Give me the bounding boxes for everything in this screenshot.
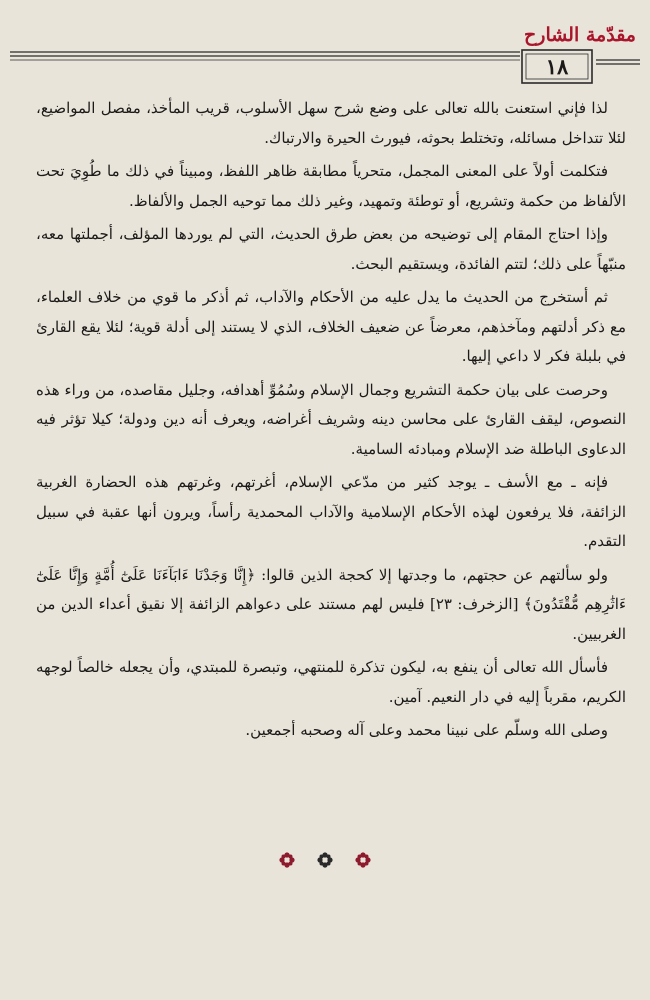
section-title: مقدّمة الشارح (524, 24, 636, 46)
paragraph: لذا فإني استعنت بالله تعالى على وضع شرح سهل الأسلوب، قريب المأخذ، مفصل المواضيع، لئلا تتداخل مسائله، وتختلط بحوثه، فيورث الحيرة والارتباك. (36, 99, 626, 147)
paragraph: فإنه ـ مع الأسف ـ يوجد كثير من مدّعي الإسلام، أغرتهم، وغرتهم هذه الحضارة الغربية الزائفة، فلا يرفعون لهذه الأحكام الإسلامية والآداب المحمدية رأساً، ويرون أنها عقبة في سبيل التقدم. (36, 473, 626, 550)
paragraph: وإذا احتاج المقام إلى توضيحه من بعض طرق الحديث، التي لم يوردها المؤلف، أجملتها معه، منبّهاً على ذلك؛ لتتم الفائدة، ويستقيم البحث. (36, 225, 626, 273)
page-body (36, 94, 626, 750)
quran-verse: ﴿إِنَّا وَجَدْنَا ءَابَآءَنَا عَلَىٰٓ أُمَّةٍ وَإِنَّا عَلَىٰٓ ءَاثَٰرِهِم مُّقْتَدُونَ﴾ (36, 565, 626, 613)
verse-intro-text: ولو سألتهم عن حجتهم، ما وجدتها إلا كحجة الذين قالوا: (255, 565, 608, 584)
floral-ornament-icon (279, 852, 295, 868)
ornament-row (0, 852, 650, 868)
paragraph: وحرصت على بيان حكمة التشريع وجمال الإسلام وسُمُوِّ أهدافه، وجليل مقاصده، من وراء هذه النصوص، ليقف القارئ على محاسن دينه وشريف أغراضه، ويعرف أنه دين ودولة؛ كيلا تؤثر فيه الدعاوى الباطلة ضد الإسلام ومبادئه السامية. (36, 380, 626, 458)
closing-prayer: وصلى الله وسلّم على نبينا محمد وعلى آله وصحبه أجمعين. (245, 721, 608, 739)
page-header (0, 0, 650, 90)
floral-ornament-icon (317, 852, 333, 868)
paragraph: فأسأل الله تعالى أن ينفع به، ليكون تذكرة للمنتهي، وتبصرة للمبتدي، وأن يجعله خالصاً لوجهه الكريم، مقرباً إليه في دار النعيم. آمين. (36, 658, 626, 706)
paragraph: فتكلمت أولاً على المعنى المجمل، متحرياً مطابقة ظاهر اللفظ، ومبيناً في ذلك ما طُوِيَ تحت الألفاظ من حكمة وتشريع، أو توطئة وتمهيد، وغير ذلك مما توحيه الجمل والألفاظ. (36, 162, 626, 210)
paragraph: ثم أستخرج من الحديث ما يدل عليه من الأحكام والآداب، ثم أذكر ما قوي من خلاف العلماء، مع ذكر أدلتهم ومآخذهم، معرضاً عن ضعيف الخلاف، الذي لا يستند إلى أدلة قوية؛ لئلا يقع القارئ في بلبلة فكر لا داعي إليها. (36, 288, 626, 365)
verse-citation-text: [الزخرف: ٢٣] فليس لهم مستند على دعواهم الزائفة إلا نقيق أعداء الدين من الغربيين. (36, 595, 626, 643)
page-number: ١٨ (545, 54, 569, 79)
verse-paragraph (36, 561, 626, 650)
floral-ornament-icon (355, 852, 371, 868)
